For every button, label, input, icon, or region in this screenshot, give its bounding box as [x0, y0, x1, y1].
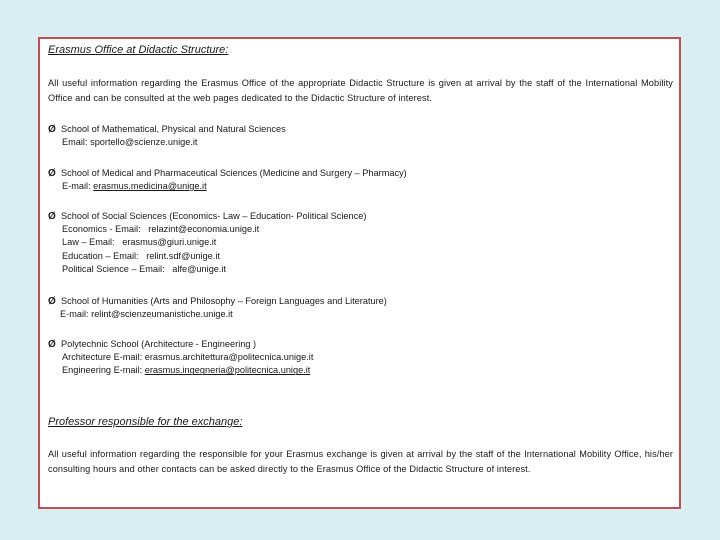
school-name: School of Mathematical, Physical and Natural Sciences: [61, 124, 286, 134]
arrow-bullet-icon: Ø: [48, 339, 56, 350]
school-name: Polytechnic School (Architecture - Engineering ): [61, 339, 257, 349]
document-page: [38, 37, 681, 509]
contact-email[interactable]: relint.sdf@unige.it: [146, 250, 220, 261]
school-math-block: [48, 123, 286, 149]
contact-label: Political Science – Email:: [62, 263, 173, 274]
school-contact-line: [48, 364, 313, 377]
contact-label: Engineering E-mail:: [62, 365, 145, 376]
contact-email-link[interactable]: erasmus.medicina@unige.it: [93, 181, 207, 192]
school-name: School of Social Sciences (Economics- Law – Education- Political Science): [61, 211, 367, 221]
school-name: School of Medical and Pharmaceutical Sciences (Medicine and Surgery – Pharmacy): [61, 168, 407, 178]
contact-email[interactable]: alfe@unige.it: [172, 263, 227, 274]
section-heading-professor: [48, 416, 242, 428]
heading-text: Professor responsible for the exchange: [48, 416, 240, 428]
school-polytechnic-block: [48, 338, 313, 378]
arrow-bullet-icon: Ø: [48, 168, 56, 179]
school-humanities-block: [48, 295, 387, 321]
school-contact-line: [48, 136, 286, 149]
contact-email[interactable]: relazint@economia.unige.it: [148, 224, 260, 235]
heading-text: Erasmus Office at Didactic Structure: [48, 44, 226, 56]
contact-email[interactable]: erasmus@giuri.unige.it: [122, 237, 217, 248]
arrow-bullet-icon: Ø: [48, 211, 56, 222]
school-social-block: [48, 210, 366, 276]
contact-email[interactable]: relint@scienzeumanistiche.unige.it: [91, 309, 233, 320]
contact-label: Economics - Email:: [62, 224, 149, 235]
contact-email-link[interactable]: erasmus.ingegneria@politecnica.unige.it: [144, 365, 311, 376]
school-contact-line: [48, 263, 366, 276]
school-contact-line: [48, 250, 366, 263]
arrow-bullet-icon: Ø: [48, 124, 56, 135]
contact-label: Architecture E-mail:: [62, 352, 145, 363]
school-contact-line: [48, 308, 387, 321]
school-contact-line: [48, 180, 407, 193]
school-name: School of Humanities (Arts and Philosophy – Foreign Languages and Literature): [61, 296, 387, 306]
school-medical-block: [48, 167, 407, 193]
contact-label: E-mail:: [60, 309, 92, 320]
professor-paragraph: All useful information regarding the responsible for your Erasmus exchange is given at arrival by the staff of the International Mobility Office, his/her consulting hours and other contacts can be asked directly to the Erasmus Office of the Didactic Structure of interest.: [48, 449, 673, 475]
contact-label: E-mail:: [62, 181, 94, 192]
school-contact-line: [48, 223, 366, 236]
arrow-bullet-icon: Ø: [48, 296, 56, 307]
contact-email[interactable]: sportello@scienze.unige.it: [90, 137, 198, 148]
contact-email[interactable]: erasmus.architettura@politecnica.unige.it: [144, 352, 314, 363]
school-contact-line: [48, 351, 313, 364]
heading-colon: :: [239, 416, 243, 428]
contact-label: Law – Email:: [62, 237, 123, 248]
intro-paragraph: All useful information regarding the Erasmus Office of the appropriate Didactic Structure is given at arrival by the staff of the International Mobility Office and can be consulted at the web pages dedicated to the Didactic Structure of interest.: [48, 78, 673, 104]
section-heading-erasmus-office: [48, 44, 228, 56]
school-contact-line: [48, 236, 366, 249]
heading-colon: :: [225, 44, 229, 56]
contact-label: Email:: [62, 137, 91, 148]
contact-label: Education – Email:: [62, 250, 147, 261]
